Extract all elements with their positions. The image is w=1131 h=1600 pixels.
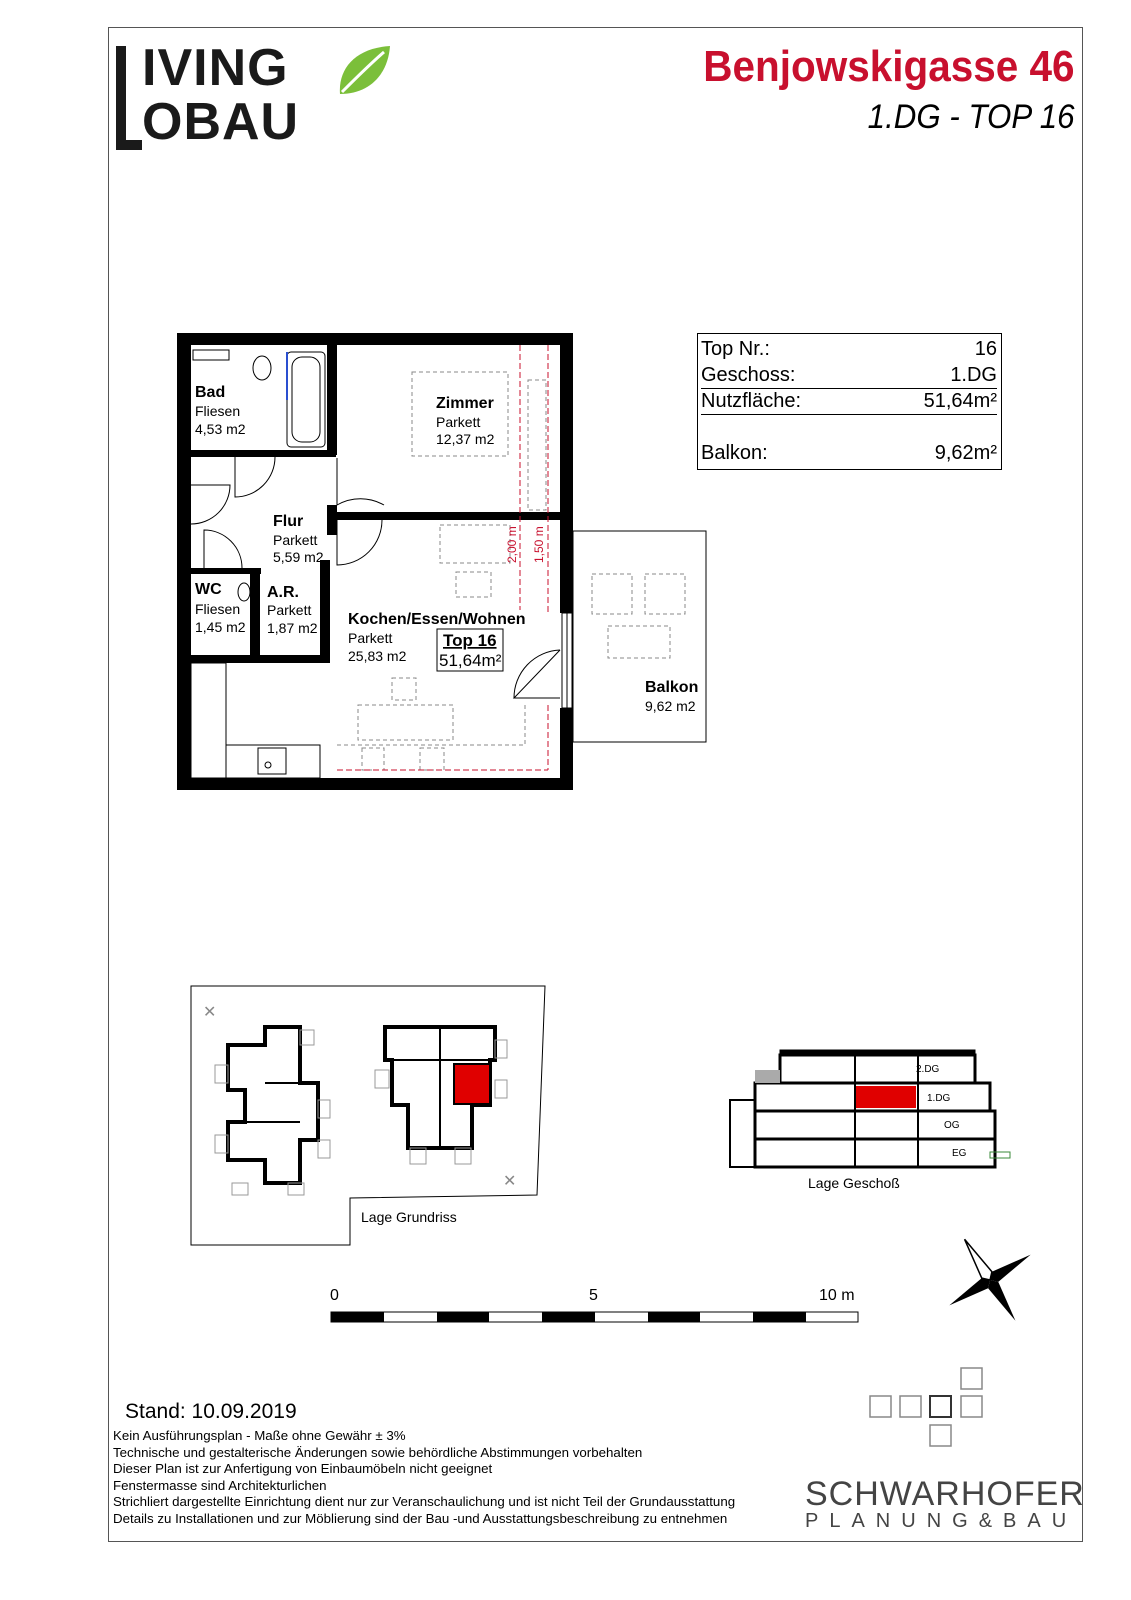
note-line: Technische und gestalterische Änderungen sowie behördliche Abstimmungen vorbehalten — [113, 1444, 643, 1460]
disclaimer-notes — [113, 1428, 735, 1527]
room-flur-name: Flur — [273, 513, 304, 530]
scale-label-5: 5 — [589, 1287, 598, 1304]
room-kochen-name: Kochen/Essen/Wohnen — [348, 611, 526, 628]
room-wc-floor: Fliesen — [195, 601, 241, 617]
room-ar-name: A.R. — [267, 584, 299, 601]
info-top-value: 16 — [974, 338, 997, 360]
info-balcony-value: 9,62m² — [934, 442, 997, 464]
info-floor-value: 1.DG — [950, 364, 997, 386]
logo-line-1: IVING — [142, 39, 289, 97]
room-kochen-floor: Parkett — [348, 630, 393, 646]
dim-label-1: 2,00 m — [505, 526, 519, 563]
info-area-label: Nutzfläche: — [701, 390, 802, 412]
scale-bar — [330, 1287, 858, 1322]
room-balkon-name: Balkon — [645, 679, 699, 696]
room-zimmer-name: Zimmer — [436, 395, 494, 412]
address-title: Benjowskigasse 46 — [703, 42, 1075, 91]
note-line: Fenstermasse sind Architekturlichen — [113, 1477, 327, 1493]
dim-label-2: 1,50 m — [532, 526, 546, 563]
room-wc-name: WC — [195, 581, 222, 598]
room-ar-floor: Parkett — [267, 602, 312, 618]
room-ar-area: 1,87 m2 — [267, 620, 318, 636]
north-arrow-icon — [924, 1214, 1056, 1346]
room-zimmer-floor: Parkett — [436, 414, 481, 430]
scale-label-0: 0 — [330, 1287, 339, 1304]
top-label-area: 51,64m² — [439, 651, 502, 670]
top-label-name: Top 16 — [443, 631, 497, 650]
floor-label-2dg: 2.DG — [916, 1064, 940, 1075]
room-bad-area: 4,53 m2 — [195, 421, 246, 437]
info-balcony-label: Balkon: — [701, 442, 768, 464]
room-kochen-area: 25,83 m2 — [348, 648, 407, 664]
stand-date: Stand: 10.09.2019 — [125, 1400, 297, 1423]
info-area-value: 51,64m² — [923, 390, 997, 412]
site-plan — [191, 986, 545, 1245]
schwarhofer-logo — [805, 1475, 1085, 1533]
room-zimmer-area: 12,37 m2 — [436, 431, 495, 447]
floor-label-eg: EG — [952, 1148, 967, 1159]
room-flur-area: 5,59 m2 — [273, 549, 324, 565]
section-view — [730, 1050, 1010, 1191]
scale-label-10: 10 m — [819, 1287, 855, 1304]
unit-subtitle: 1.DG - TOP 16 — [868, 98, 1075, 136]
brand-tagline: PLANUNG&BAU — [805, 1510, 1078, 1532]
note-line: Details zu Installationen und zur Möblierung sind der Bau -und Ausstattungsbeschreibung zu entnehmen — [113, 1510, 728, 1526]
room-flur-floor: Parkett — [273, 532, 318, 548]
room-wc-area: 1,45 m2 — [195, 619, 246, 635]
room-bad-name: Bad — [195, 384, 226, 401]
info-floor-label: Geschoss: — [701, 364, 796, 386]
lage-geschoss-label: Lage Geschoß — [808, 1175, 900, 1191]
info-top-label: Top Nr.: — [701, 338, 770, 360]
logo-line-2: OBAU — [142, 93, 300, 151]
svg-text:✕: ✕ — [203, 1004, 217, 1021]
note-line: Dieser Plan ist zur Anfertigung von Einbaumöbeln nicht geeignet — [113, 1461, 493, 1476]
note-line: Strichliert dargestellte Einrichtung dient nur zur Veranschaulichung und ist nicht Teil der Grundausstattung — [113, 1494, 736, 1509]
brand-squares-icon — [870, 1368, 982, 1446]
svg-text:✕: ✕ — [503, 1173, 517, 1190]
lage-grundriss-label: Lage Grundriss — [361, 1209, 457, 1225]
room-balkon-area: 9,62 m2 — [645, 698, 696, 714]
floor-label-og: OG — [944, 1120, 960, 1131]
unit-location-marker — [454, 1064, 490, 1104]
brand-name: SCHWARHOFER — [805, 1475, 1085, 1513]
floor-label-1dg: 1.DG — [927, 1093, 951, 1104]
room-bad-floor: Fliesen — [195, 403, 241, 419]
note-line: Kein Ausführungsplan - Maße ohne Gewähr ± 3% — [113, 1428, 406, 1443]
section-unit-marker — [856, 1086, 916, 1108]
